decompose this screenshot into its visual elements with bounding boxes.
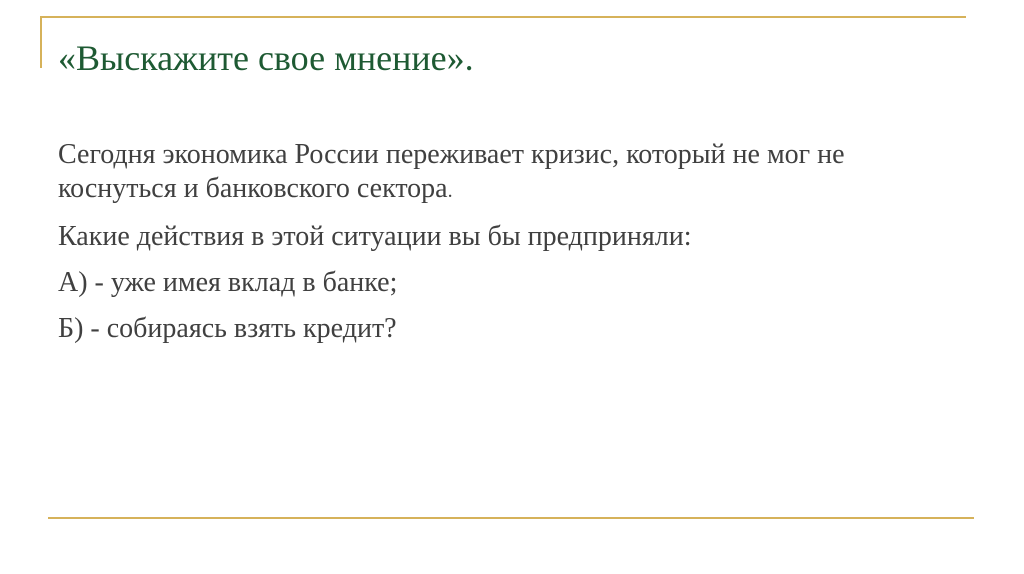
option-a-paragraph [58, 266, 978, 300]
intro-line-1: Сегодня экономика России переживает кризис, который не мог не [58, 139, 845, 170]
option-b-paragraph [58, 312, 978, 346]
left-rule [40, 16, 42, 68]
option-a-text: А) - уже имея вклад в банке; [58, 267, 398, 298]
bottom-rule [48, 517, 974, 519]
top-rule [40, 16, 966, 18]
question-text: Какие действия в этой ситуации вы бы предприняли: [58, 221, 692, 252]
option-b-text: Б) - собираясь взять кредит? [58, 313, 397, 344]
slide-body [58, 138, 978, 358]
intro-period: . [447, 180, 453, 202]
slide-title: «Выскажите свое мнение». [58, 38, 474, 78]
intro-paragraph [58, 138, 978, 208]
question-paragraph [58, 220, 978, 254]
intro-line-2-text: коснуться и банковского сектора [58, 173, 448, 204]
intro-line-2 [58, 172, 978, 208]
